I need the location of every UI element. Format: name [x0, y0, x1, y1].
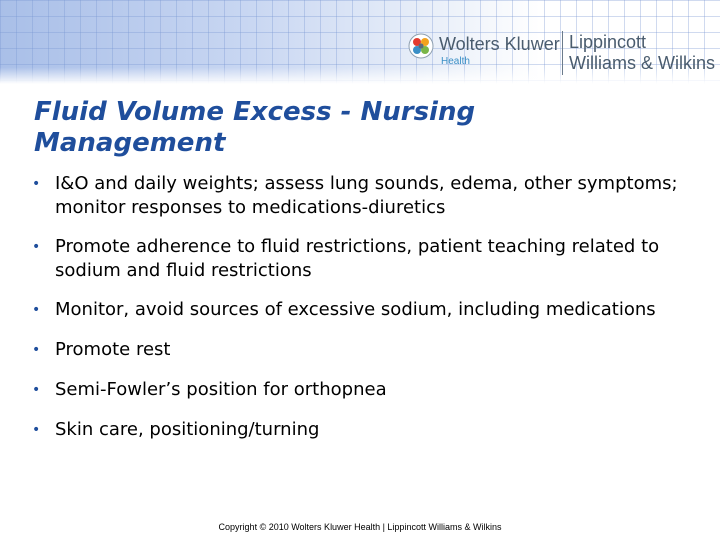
bullet-text: Promote rest — [55, 339, 171, 360]
bullet-dot-icon: • — [32, 239, 41, 255]
bullet-item — [30, 338, 700, 362]
copyright-footer: Copyright © 2010 Wolters Kluwer Health | Lippincott Williams & Wilkins — [218, 522, 502, 532]
bullet-item — [30, 418, 700, 442]
logo-company-name: Wolters Kluwer — [439, 34, 560, 54]
bullet-item — [30, 378, 700, 402]
publisher-logo — [405, 30, 715, 80]
bullet-dot-icon: • — [32, 302, 41, 318]
bullet-list — [30, 172, 700, 442]
bullet-item — [30, 235, 700, 283]
bullet-dot-icon: • — [32, 342, 41, 358]
logo-division: Health — [441, 56, 470, 67]
bullet-dot-icon: • — [32, 382, 41, 398]
bullet-dot-icon: • — [32, 176, 41, 192]
bullet-item — [30, 172, 700, 220]
bullet-text: Promote adherence to fluid restrictions, patient teaching related to sodium and fluid restrictions — [55, 236, 660, 281]
slide-title: Fluid Volume Excess - Nursing Management — [34, 97, 476, 158]
bullet-text: Semi-Fowler’s position for orthopnea — [55, 379, 387, 400]
logo-divider — [562, 31, 563, 75]
logo-publisher-line1: Lippincott — [569, 32, 647, 52]
logo-publisher-line2: Williams & Wilkins — [569, 53, 715, 73]
wolters-kluwer-globe-icon — [408, 33, 434, 59]
bullet-text: Monitor, avoid sources of excessive sodium, including medications — [55, 299, 656, 320]
bullet-text: I&O and daily weights; assess lung sounds, edema, other symptoms; monitor responses to medications-diuretics — [55, 173, 678, 218]
bullet-item — [30, 298, 700, 322]
bullet-text: Skin care, positioning/turning — [55, 419, 320, 440]
bullet-dot-icon: • — [32, 422, 41, 438]
